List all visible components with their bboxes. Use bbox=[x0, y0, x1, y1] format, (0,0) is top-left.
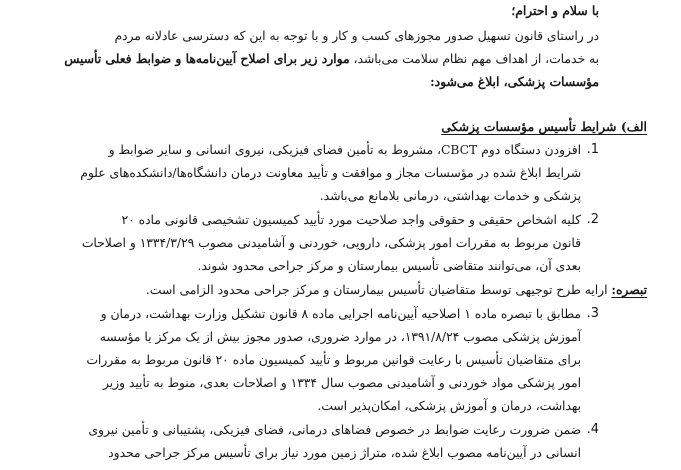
item-4-line-2: انسانی در آیین‌نامه مصوب ابلاغ شده، متراژ زمین مورد نیاز برای تأسیس مرکز جراحی محدود bbox=[108, 446, 581, 460]
item-2-number: 2. bbox=[586, 212, 599, 227]
note bbox=[146, 281, 647, 299]
item-3-line-5: بهداشت، درمان و آموزش پزشکی، امکان‌پذیر است. bbox=[317, 399, 581, 413]
item-3-line-3: برای متقاضیان تأسیس با رعایت قوانین مربوط و تأیید کمیسیون ماده ۲۰ قانون مربوط به مقررات bbox=[86, 353, 581, 367]
intro-line-3: مؤسسات پزشکی، ابلاغ می‌شود: bbox=[430, 74, 599, 89]
item-3-number: 3. bbox=[586, 306, 599, 321]
item-3-line-1: مطابق با تبصره ماده ۱ اصلاحیه آیین‌نامه اجرایی ماده ۸ قانون تشکیل وزارت بهداشت، درمان و bbox=[100, 307, 581, 321]
note-label: تبصره: bbox=[611, 282, 647, 297]
item-4-number: 4. bbox=[586, 422, 599, 437]
item-2-line-1: کلیه اشخاص حقیقی و حقوقی واجد صلاحیت مورد تأیید کمیسیون تشخیصی قانونی ماده ۲۰ bbox=[121, 213, 581, 227]
intro-line-2 bbox=[64, 50, 599, 68]
item-1-line-1: افزودن دستگاه دوم CBCT، مشروط به تأمین فضای فیزیکی، نیروی انسانی و سایر ضوابط و bbox=[108, 143, 581, 157]
item-3-line-4: امور پزشکی مواد خوردنی و آشامیدنی مصوب سال ۱۳۳۴ و اصلاحات بعدی، منوط به تأیید وزیر bbox=[102, 376, 581, 390]
note-text: ارایه طرح توجیهی توسط متقاضیان تأسیس بیمارستان و مرکز جراحی محدود الزامی است. bbox=[145, 283, 608, 297]
item-1-line-3: پزشکی و خدمات بهداشتی، درمانی بلامانع می‌باشد. bbox=[319, 189, 581, 203]
item-2-line-2: قانون مربوط به مقررات امور پزشکی، دارویی، خوردنی و آشامیدنی مصوب ۱۳۳۴/۳/۲۹ و اصلاحات bbox=[81, 236, 581, 250]
item-2-line-3: بعدی آن، می‌توانند متقاضی تأسیس بیمارستان و مرکز جراحی محدود شوند. bbox=[197, 259, 581, 273]
item-3-line-2: آموزش پزشکی مصوب ۱۳۹۱/۸/۲۴، در موارد ضروری، صدور مجوز بیش از یک مرکز یا مؤسسه bbox=[99, 330, 581, 344]
intro-line-1: در راستای قانون تسهیل صدور مجوزهای کسب و کار و با توجه به این که دسترسی عادلانه مردم bbox=[114, 29, 599, 43]
greeting: با سلام و احترام؛ bbox=[511, 3, 599, 18]
intro-line-2-bold: موارد زیر برای اصلاح آیین‌نامه‌ها و ضوابط فعلی تأسیس bbox=[64, 51, 350, 66]
item-1-number: 1. bbox=[586, 142, 599, 157]
intro-line-2-text: به خدمات، از اهداف مهم نظام سلامت می‌باشد، bbox=[353, 52, 599, 66]
item-1-line-2: شرایط ابلاغ شده در مؤسسات مجاز و موافقت و تأیید معاونت درمان دانشگاه‌ها/دانشکده‌های علوم bbox=[80, 166, 581, 180]
section-a-title: الف) شرایط تأسیس مؤسسات پزشکی bbox=[441, 119, 647, 134]
item-4-line-1: ضمن ضرورت رعایت ضوابط در خصوص فضاهای درمانی، فضای فیزیکی، پشتیبانی و تأمین نیروی bbox=[88, 423, 581, 437]
